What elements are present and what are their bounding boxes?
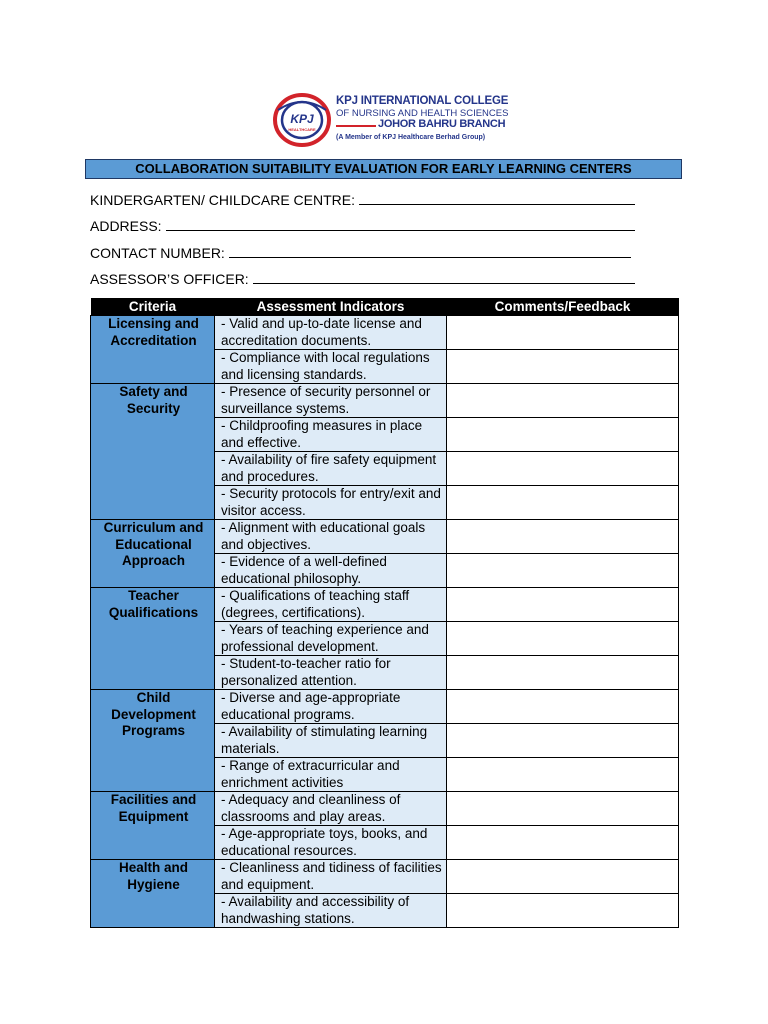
comment-cell[interactable] [447,724,679,758]
comment-cell[interactable] [447,384,679,418]
comment-cell[interactable] [447,554,679,588]
table-row [91,316,679,350]
comment-cell[interactable] [447,452,679,486]
blank-line[interactable] [166,217,635,231]
indicator-cell: - Range of extracurricular and enrichment activities [215,758,447,792]
indicator-cell: - Valid and up-to-date license and accreditation documents. [215,316,447,350]
indicator-cell: - Availability of fire safety equipment and procedures. [215,452,447,486]
comment-cell[interactable] [447,350,679,384]
logo-line-2: OF NURSING AND HEALTH SCIENCES [336,107,509,119]
table-row [91,690,679,724]
comment-cell[interactable] [447,690,679,724]
logo-line-3: JOHOR BAHRU BRANCH [378,118,506,130]
indicator-cell: - Years of teaching experience and professional development. [215,622,447,656]
comment-cell[interactable] [447,656,679,690]
college-logo [272,92,509,148]
field-address [90,217,635,235]
indicator-cell: - Alignment with educational goals and objectives. [215,520,447,554]
field-assessor-officer [90,270,635,288]
field-kindergarten [90,191,635,209]
indicator-cell: - Diverse and age-appropriate educational programs. [215,690,447,724]
criteria-cell: Licensing and Accreditation [91,316,215,384]
table-row [91,860,679,894]
table-row [91,384,679,418]
table-header-row [91,298,679,316]
logo-line-1: KPJ INTERNATIONAL COLLEGE [336,95,509,107]
badge-subtext: HEALTHCARE [288,127,316,132]
field-label: CONTACT NUMBER: [90,245,225,261]
field-label: KINDERGARTEN/ CHILDCARE CENTRE: [90,192,356,208]
comment-cell[interactable] [447,486,679,520]
indicator-cell: - Student-to-teacher ratio for personalized attention. [215,656,447,690]
table-row [91,520,679,554]
comment-cell[interactable] [447,588,679,622]
header-comments-feedback: Comments/Feedback [447,298,679,316]
indicator-cell: - Availability and accessibility of handwashing stations. [215,894,447,928]
evaluation-table [90,298,679,928]
logo-text [336,96,508,141]
comment-cell[interactable] [447,860,679,894]
comment-cell[interactable] [447,316,679,350]
indicator-cell: - Cleanliness and tidiness of facilities and equipment. [215,860,447,894]
indicator-cell: - Qualifications of teaching staff (degrees, certifications). [215,588,447,622]
comment-cell[interactable] [447,622,679,656]
comment-cell[interactable] [447,758,679,792]
criteria-cell: Facilities and Equipment [91,792,215,860]
indicator-cell: - Availability of stimulating learning materials. [215,724,447,758]
comment-cell[interactable] [447,418,679,452]
header-assessment-indicators: Assessment Indicators [215,298,447,316]
criteria-cell: Safety and Security [91,384,215,520]
indicator-cell: - Evidence of a well-defined educational philosophy. [215,554,447,588]
criteria-cell: Health and Hygiene [91,860,215,928]
blank-line[interactable] [253,270,635,284]
logo-red-rule [336,125,376,127]
indicator-cell: - Security protocols for entry/exit and visitor access. [215,486,447,520]
comment-cell[interactable] [447,894,679,928]
document-title: COLLABORATION SUITABILITY EVALUATION FOR EARLY LEARNING CENTERS [85,159,682,179]
field-contact-number [90,244,631,262]
indicator-cell: - Age-appropriate toys, books, and educational resources. [215,826,447,860]
comment-cell[interactable] [447,520,679,554]
table-row [91,792,679,826]
indicator-cell: - Presence of security personnel or surveillance systems. [215,384,447,418]
field-label: ASSESSOR’S OFFICER: [90,271,249,287]
criteria-cell: Curriculum and Educational Approach [91,520,215,588]
comment-cell[interactable] [447,792,679,826]
header-criteria: Criteria [91,298,215,316]
blank-line[interactable] [229,244,631,258]
criteria-cell: Teacher Qualifications [91,588,215,690]
table-row [91,588,679,622]
indicator-cell: - Compliance with local regulations and licensing standards. [215,350,447,384]
blank-line[interactable] [359,191,635,205]
field-label: ADDRESS: [90,218,162,234]
indicator-cell: - Childproofing measures in place and effective. [215,418,447,452]
badge-text: KPJ [290,112,314,126]
indicator-cell: - Adequacy and cleanliness of classrooms and play areas. [215,792,447,826]
logo-line-4: (A Member of KPJ Healthcare Berhad Group) [336,134,486,141]
comment-cell[interactable] [447,826,679,860]
criteria-cell: Child Development Programs [91,690,215,792]
kpj-badge-icon [272,92,332,148]
